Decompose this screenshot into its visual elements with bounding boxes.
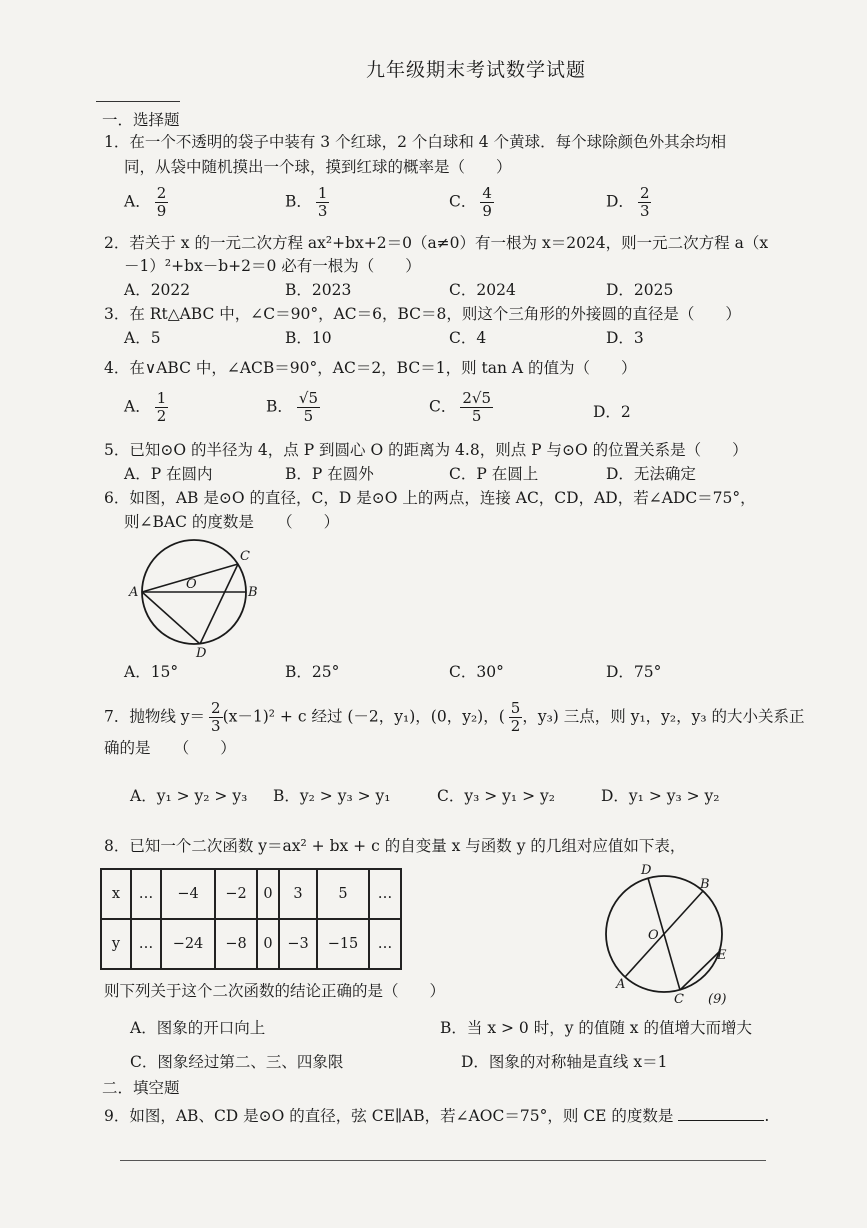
table-cell: −2 [215,869,257,919]
q3-option-b: B．10 [285,329,332,347]
q8-option-c: C．图象经过第二、三、四象限 [130,1053,344,1071]
footer-rule [120,1160,766,1161]
q1-option-a: A． $\frac{2}{9}$ [124,184,167,220]
q6-label-b: B [248,585,258,600]
q6-option-c: C．30° [449,663,504,681]
table-cell: … [369,869,401,919]
page-title: 九年级期末考试数学试题 [366,59,587,81]
q6-chord-ad [142,592,200,644]
q4-option-a: A． $\frac{1}{2}$ [124,389,167,425]
q1-text-line1: 1．在一个不透明的袋子中装有 3 个红球，2 个白球和 4 个黄球．每个球除颜色外其余均相 [104,133,727,151]
q4-text-line1: 4．在∨ABC 中，∠ACB＝90°，AC＝2，BC＝1，则 tan A 的值为（ ） [104,359,637,377]
q1-text-line2: 同，从袋中随机摸出一个球，摸到红球的概率是（ ） [124,158,512,176]
q9-label-o: O [648,928,659,943]
q7-option-a: A．y₁ > y₂ > y₃ [130,787,248,805]
q2-option-c: C．2024 [449,281,516,299]
table-row-x [101,869,401,919]
q4-option-b: B． $\frac{√5}{5}$ [266,389,318,425]
q9-label-e: E [717,948,727,963]
table-cell: −3 [279,919,317,969]
q3-option-a: A．5 [124,329,161,347]
q8-text-line2: 则下列关于这个二次函数的结论正确的是（ ） [104,982,446,1000]
q3-option-d: D．3 [606,329,644,347]
q9-text-line1: 9．如图，AB、CD 是⊙O 的直径，弦 CE∥AB，若∠AOC＝75°，则 CE 的度数是 . [104,1107,770,1125]
q2-text-line2: －1）²+bx－b+2＝0 必有一根为（ ） [124,257,421,275]
q9-label-d: D [641,863,652,878]
q4-option-d: D．2 [593,403,631,421]
q6-circle-figure [124,538,270,658]
q8-text-line1: 8．已知一个二次函数 y＝ax² + bx + c 的自变量 x 与函数 y 的几组对应值如下表， [104,837,686,855]
q8-value-table [100,868,402,970]
section-fill-heading: 二．填空题 [102,1079,180,1097]
q6-chord-cd [200,564,238,644]
q6-option-d: D．75° [606,663,662,681]
q5-option-c: C．P 在圆上 [449,465,539,483]
table-cell: … [369,919,401,969]
q4-option-c: C． $\frac{2√5}{5}$ [429,389,492,425]
table-cell: −8 [215,919,257,969]
q9-answer-blank[interactable] [678,1106,764,1121]
q1-option-c: C． $\frac{4}{9}$ [449,184,492,220]
table-cell: −4 [161,869,215,919]
table-cell: … [131,919,161,969]
q9-chord-ce [680,952,719,990]
q2-option-d: D．2025 [606,281,674,299]
q6-text-line2: 则∠BAC 的度数是 （ ） [124,513,340,531]
q6-option-a: A．15° [124,663,179,681]
table-cell: −24 [161,919,215,969]
table-cell: y [101,919,131,969]
q7-text-line2: 确的是 （ ） [104,739,236,757]
q1-option-b: B． $\frac{1}{3}$ [285,184,328,220]
q7-option-b: B．y₂ > y₃ > y₁ [273,787,391,805]
q7-text-line1: 7．抛物线 y＝ $\frac{2}{3}$ (x－1)² + c 经过 (－2，y₁)，(0，y₂)，( $\frac{5}{2}$ ，y₃) 三点，则 y₁，y₂，y₃ 的大小关系正 [104,699,805,735]
q9-label-a: A [616,977,626,992]
table-row-y [101,919,401,969]
header-rule [96,101,180,102]
q6-label-c: C [240,549,250,564]
q9-label-c: C [674,992,684,1007]
q3-text-line1: 3．在 Rt△ABC 中，∠C＝90°，AC＝6，BC＝8，则这个三角形的外接圆的直径是（ ） [104,305,741,323]
q9-label-b: B [700,877,710,892]
q2-option-b: B．2023 [285,281,352,299]
table-cell: … [131,869,161,919]
table-cell: 3 [279,869,317,919]
q6-label-a: A [129,585,139,600]
table-cell: 0 [257,869,279,919]
q1-option-d: D． $\frac{2}{3}$ [606,184,650,220]
q6-label-o: O [186,577,197,592]
q6-label-d: D [196,646,207,658]
q5-option-b: B．P 在圆外 [285,465,374,483]
q6-text-line1: 6．如图，AB 是⊙O 的直径，C，D 是⊙O 上的两点，连接 AC，CD，AD，若∠ADC＝75°， [104,489,756,507]
table-cell: x [101,869,131,919]
q8-option-b: B．当 x > 0 时，y 的值随 x 的值增大而增大 [440,1019,752,1037]
q8-option-a: A．图象的开口向上 [130,1019,266,1037]
q8-option-d: D．图象的对称轴是直线 x＝1 [461,1053,668,1071]
q5-option-d: D．无法确定 [606,465,696,483]
q9-figure-tag: (9) [708,992,727,1007]
q2-text-line1: 2．若关于 x 的一元二次方程 ax²+bx+2＝0（a≠0）有一根为 x＝2024，则一元二次方程 a（x [104,234,769,252]
q5-text-line1: 5．已知⊙O 的半径为 4，点 P 到圆心 O 的距离为 4.8，则点 P 与⊙O 的位置关系是（ ） [104,441,748,459]
q6-option-b: B．25° [285,663,340,681]
q7-option-c: C．y₃ > y₁ > y₂ [437,787,555,805]
q9-circle-figure [600,860,750,1010]
section-choice-heading: 一．选择题 [102,111,180,129]
table-cell: 5 [317,869,369,919]
q3-option-c: C．4 [449,329,487,347]
table-cell: 0 [257,919,279,969]
q2-option-a: A．2022 [124,281,191,299]
q5-option-a: A．P 在圆内 [124,465,213,483]
q7-option-d: D．y₁ > y₃ > y₂ [601,787,720,805]
table-cell: −15 [317,919,369,969]
